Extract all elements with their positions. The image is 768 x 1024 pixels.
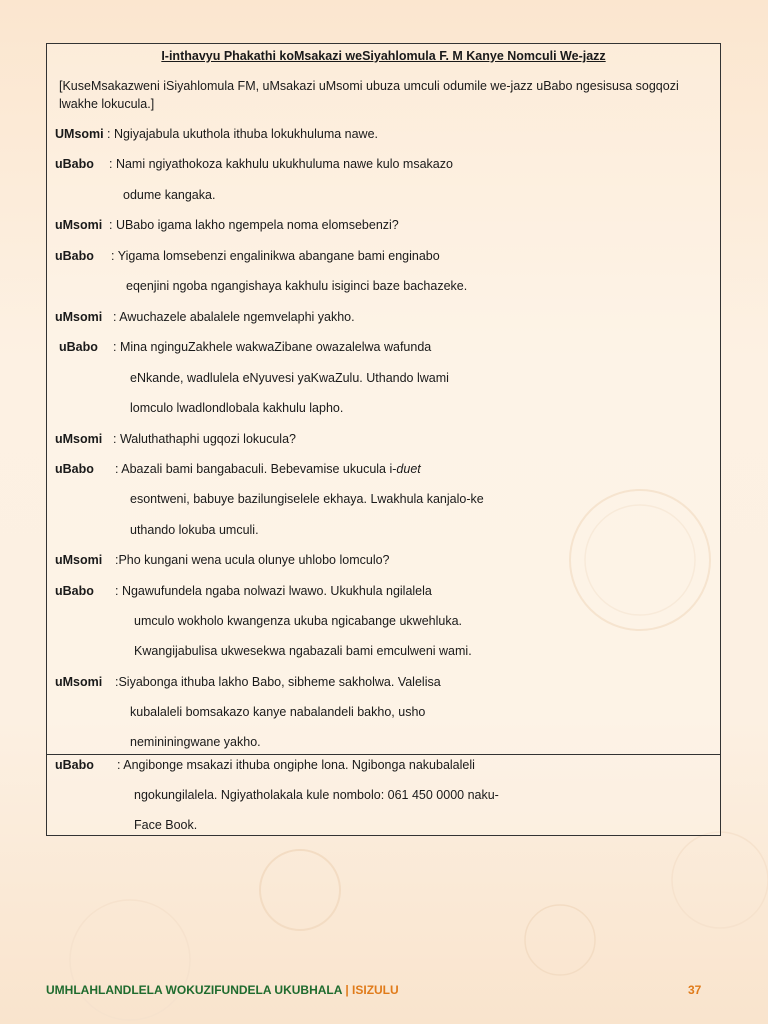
speaker-label: UMsomi — [55, 127, 104, 141]
dialogue-text-main: : Waluthathaphi ugqozi lokucula? — [113, 432, 296, 446]
dialogue-text-main: lomculo lwadlondlobala kakhulu lapho. — [130, 401, 344, 415]
interview-box — [46, 43, 721, 836]
table-row-divider — [47, 754, 720, 755]
speaker-label: uMsomi — [55, 310, 103, 324]
dialogue-text-italic: duet — [396, 462, 421, 476]
dialogue-text-main: :Pho kungani wena ucula olunye uhlobo lomculo? — [115, 553, 390, 567]
speaker-label: uBabo — [55, 584, 94, 598]
dialogue-text — [126, 278, 467, 294]
footer-series: UMHLAHLANDLELA WOKUZIFUNDELA UKUBHALA — [46, 983, 342, 997]
dialogue-text — [123, 187, 215, 203]
speaker-label: uBabo — [55, 249, 94, 263]
dialogue-text-main: uthando lokuba umculi. — [130, 523, 259, 537]
speaker-label: uMsomi — [55, 675, 103, 689]
footer-title — [46, 983, 399, 997]
speaker-label: uMsomi — [55, 218, 103, 232]
dialogue-text-main: :Siyabonga ithuba lakho Babo, sibheme sakholwa. Valelisa — [115, 675, 441, 689]
dialogue-text-main: odume kangaka. — [123, 188, 216, 202]
dialogue-text — [134, 613, 462, 629]
dialogue-text — [130, 734, 261, 750]
dialogue-text-main: : Ngiyajabula ukuthola ithuba lokukhuluma nawe. — [107, 127, 379, 141]
dialogue-text-main: kubalaleli bomsakazo kanye nabalandeli bakho, usho — [130, 705, 426, 719]
dialogue-text-main: : UBabo igama lakho ngempela noma elomsebenzi? — [109, 218, 399, 232]
dialogue-text-main: nemininingwane yakho. — [130, 735, 261, 749]
dialogue-text-main: Kwangijabulisa ukwesekwa ngabazali bami emculweni wami. — [134, 644, 472, 658]
dialogue-text-main: esontweni, babuye bazilungiselele ekhaya. Lwakhula kanjalo-ke — [130, 492, 484, 506]
dialogue-text — [111, 248, 440, 264]
dialogue-text — [115, 674, 441, 690]
footer-subject: ISIZULU — [352, 983, 399, 997]
dialogue-text — [134, 817, 197, 833]
dialogue-text-main: ngokungilalela. Ngiyatholakala kule nombolo: 061 450 0000 naku- — [134, 788, 499, 802]
dialogue-text-main: umculo wokholo kwangenza ukuba ngicabange ukwehluka. — [134, 614, 462, 628]
interview-intro: [KuseMsakazweni iSiyahlomula FM, uMsakazi uMsomi ubuza umculi odumile we-jazz uBabo ngesisusa sogqozi lwakhe lokucula.] — [59, 79, 679, 111]
dialogue-text — [130, 491, 484, 507]
page-number: 37 — [688, 983, 702, 997]
dialogue-text-main: eNkande, wadlulela eNyuvesi yaKwaZulu. Uthando lwami — [130, 371, 449, 385]
dialogue-text-main: : Yigama lomsebenzi engalinikwa abangane bami enginabo — [111, 249, 440, 263]
speaker-label: uBabo — [59, 340, 98, 354]
dialogue-text-main: : Angibonge msakazi ithuba ongiphe lona. Ngibonga nakubalaleli — [117, 758, 475, 772]
speaker-label: uMsomi — [55, 553, 103, 567]
speaker-label: uBabo — [55, 157, 94, 171]
dialogue-text — [109, 217, 399, 233]
dialogue-text-main: : Mina nginguZakhele wakwaZibane owazalelwa wafunda — [113, 340, 432, 354]
dialogue-text — [113, 339, 431, 355]
dialogue-text — [115, 552, 390, 568]
dialogue-text — [107, 126, 378, 142]
dialogue-text-main: Face Book. — [134, 818, 198, 832]
dialogue-text — [113, 309, 355, 325]
dialogue-text-main: : Abazali bami bangabaculi. Bebevamise ukucula i- — [115, 462, 397, 476]
dialogue-text — [130, 400, 343, 416]
dialogue-text — [130, 522, 259, 538]
dialogue-text — [134, 787, 499, 803]
dialogue-text — [117, 757, 475, 773]
dialogue-text — [109, 156, 453, 172]
dialogue-text-main: eqenjini ngoba ngangishaya kakhulu isiginci baze bachazeke. — [126, 279, 468, 293]
dialogue-text-main: : Nami ngiyathokoza kakhulu ukukhuluma nawe kulo msakazo — [109, 157, 453, 171]
dialogue-text-main: : Awuchazele abalalele ngemvelaphi yakho. — [113, 310, 355, 324]
speaker-label: uBabo — [55, 758, 94, 772]
footer-separator: | — [345, 983, 349, 997]
speaker-label: uBabo — [55, 462, 94, 476]
interview-title: I-inthavyu Phakathi koMsakazi weSiyahlomula F. M Kanye Nomculi We-jazz — [161, 49, 606, 63]
dialogue-text-main: : Ngawufundela ngaba nolwazi lwawo. Ukukhula ngilalela — [115, 584, 432, 598]
speaker-label: uMsomi — [55, 432, 103, 446]
dialogue-text — [115, 461, 421, 477]
dialogue-text — [134, 643, 472, 659]
dialogue-text — [130, 704, 425, 720]
dialogue-text — [115, 583, 432, 599]
dialogue-text — [113, 431, 296, 447]
dialogue-text — [130, 370, 449, 386]
